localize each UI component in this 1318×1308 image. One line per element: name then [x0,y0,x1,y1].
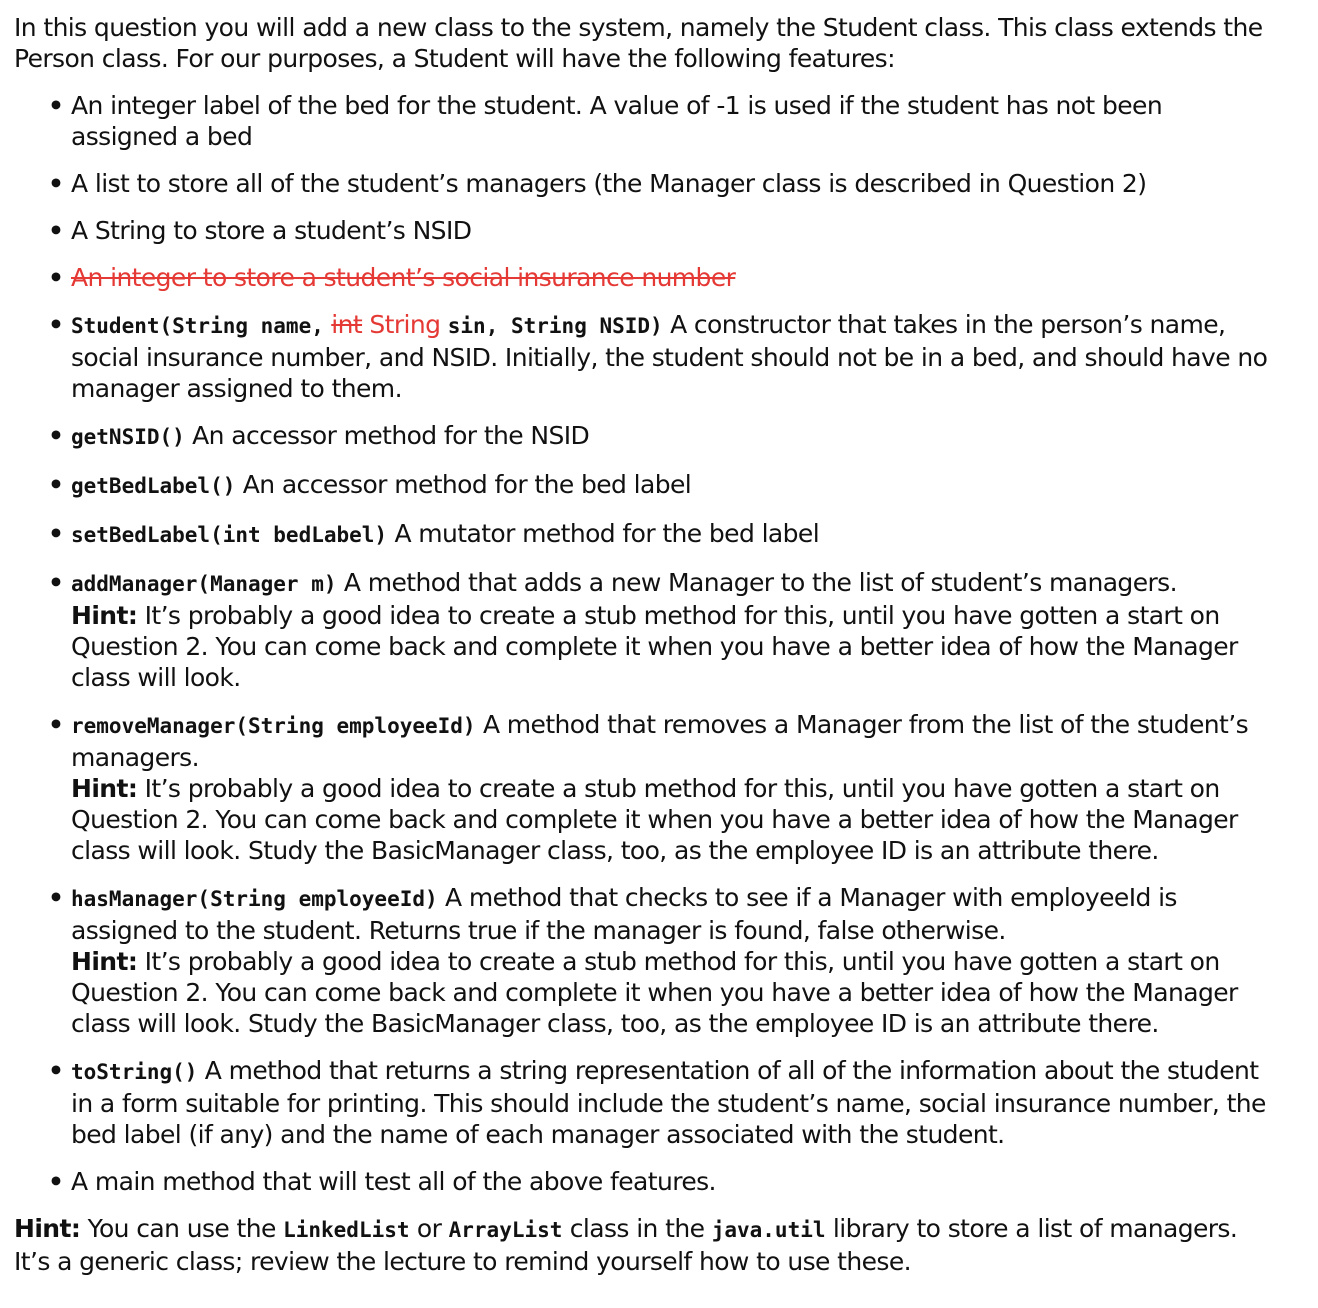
hint-text: It’s probably a good idea to create a stub method for this, until you have gotten a start on Question 2. You can come back and complete it when you have a better idea of how the Manager class will look. Study the BasicManager class, too, as the employee ID is an attribute there. [71,947,1238,1038]
feature-text: A main method that will test all of the above features. [71,1167,716,1196]
struck-feature-text: An integer to store a student’s social insurance number [71,263,736,292]
feature-set-bed-label [14,518,1270,551]
method-description: A method that returns a string representation of all of the information about the student in a form suitable for printing. This should include the student’s name, social insurance number, the bed label (if any) and the name of each manager associated with the student. [71,1056,1266,1149]
feature-get-bed-label [14,469,1270,502]
bullet-icon: • [48,1167,64,1196]
inserted-type-string: String [369,310,441,339]
code-linkedlist: LinkedList [283,1218,410,1242]
feature-nsid-string [14,215,1270,246]
bullet-icon: • [48,568,64,597]
code-java-util: java.util [711,1218,826,1242]
struck-type-int: int [331,310,363,339]
constructor-signature-end: sin, String NSID) [447,314,663,338]
method-description: A mutator method for the bed label [394,519,820,548]
feature-has-manager [14,882,1270,1039]
bullet-icon: • [48,310,64,339]
footer-text-4: library to store a list of managers. It’s a generic class; review the lecture to remind yourself how to use these. [14,1214,1238,1276]
footer-text-3: class in the [569,1214,705,1243]
feature-bed-label [14,90,1270,152]
constructor-signature-start: Student(String name, [71,314,324,338]
bullet-icon: • [48,710,64,739]
feature-constructor [14,309,1270,404]
hint-label: Hint: [71,774,138,803]
method-hint [71,946,1270,1039]
bullet-icon: • [48,470,64,499]
feature-get-nsid [14,420,1270,453]
method-signature: toString() [71,1060,198,1084]
method-description: A method that adds a new Manager to the list of student’s managers. [343,568,1177,597]
bullet-icon: • [48,421,64,450]
feature-sin-integer-struck [14,262,1270,293]
method-signature: getNSID() [71,425,185,449]
method-signature: removeManager(String employeeId) [71,714,476,738]
feature-main-method [14,1166,1270,1197]
hint-text: It’s probably a good idea to create a stub method for this, until you have gotten a start on Question 2. You can come back and complete it when you have a better idea of how the Manager class will look. Study the BasicManager class, too, as the employee ID is an attribute there. [71,774,1238,865]
method-description: An accessor method for the bed label [242,470,692,499]
method-description: A method that checks to see if a Manager with employeeId is assigned to the student. Returns true if the manager is found, false otherwise. [71,883,1177,945]
method-hint [71,600,1270,693]
bullet-icon: • [48,263,64,292]
feature-to-string [14,1055,1270,1150]
feature-text: A list to store all of the student’s managers (the Manager class is described in Question 2) [71,169,1147,198]
bullet-icon: • [48,1056,64,1085]
feature-add-manager [14,567,1270,693]
feature-managers-list [14,168,1270,199]
feature-text: An integer label of the bed for the student. A value of -1 is used if the student has not been assigned a bed [71,91,1163,151]
hint-text: It’s probably a good idea to create a stub method for this, until you have gotten a start on Question 2. You can come back and complete it when you have a better idea of how the Manager class will look. [71,601,1238,692]
bullet-icon: • [48,91,64,120]
method-signature: addManager(Manager m) [71,572,337,596]
bullet-icon: • [48,519,64,548]
hint-label: Hint: [14,1214,81,1243]
footer-text-1: You can use the [87,1214,276,1243]
hint-label: Hint: [71,947,138,976]
bullet-icon: • [48,216,64,245]
method-description: A method that removes a Manager from the list of the student’s managers. [71,710,1249,772]
method-signature: setBedLabel(int bedLabel) [71,523,388,547]
footer-hint [14,1213,1270,1277]
feature-text: A String to store a student’s NSID [71,216,472,245]
method-signature: getBedLabel() [71,474,236,498]
intro-paragraph: In this question you will add a new class to the system, namely the Student class. This class extends the Person class. For our purposes, a Student will have the following features: [14,13,1263,73]
hint-label: Hint: [71,601,138,630]
bullet-icon: • [48,169,64,198]
method-description: An accessor method for the NSID [192,421,590,450]
method-hint [71,773,1270,866]
footer-text-2: or [416,1214,442,1243]
code-arraylist: ArrayList [448,1218,563,1242]
feature-list [14,90,1270,1197]
feature-remove-manager [14,709,1270,866]
constructor-description: A constructor that takes in the person’s name, social insurance number, and NSID. Initially, the student should not be in a bed, and should have no manager assigned to them. [71,310,1268,403]
bullet-icon: • [48,883,64,912]
method-signature: hasManager(String employeeId) [71,887,438,911]
